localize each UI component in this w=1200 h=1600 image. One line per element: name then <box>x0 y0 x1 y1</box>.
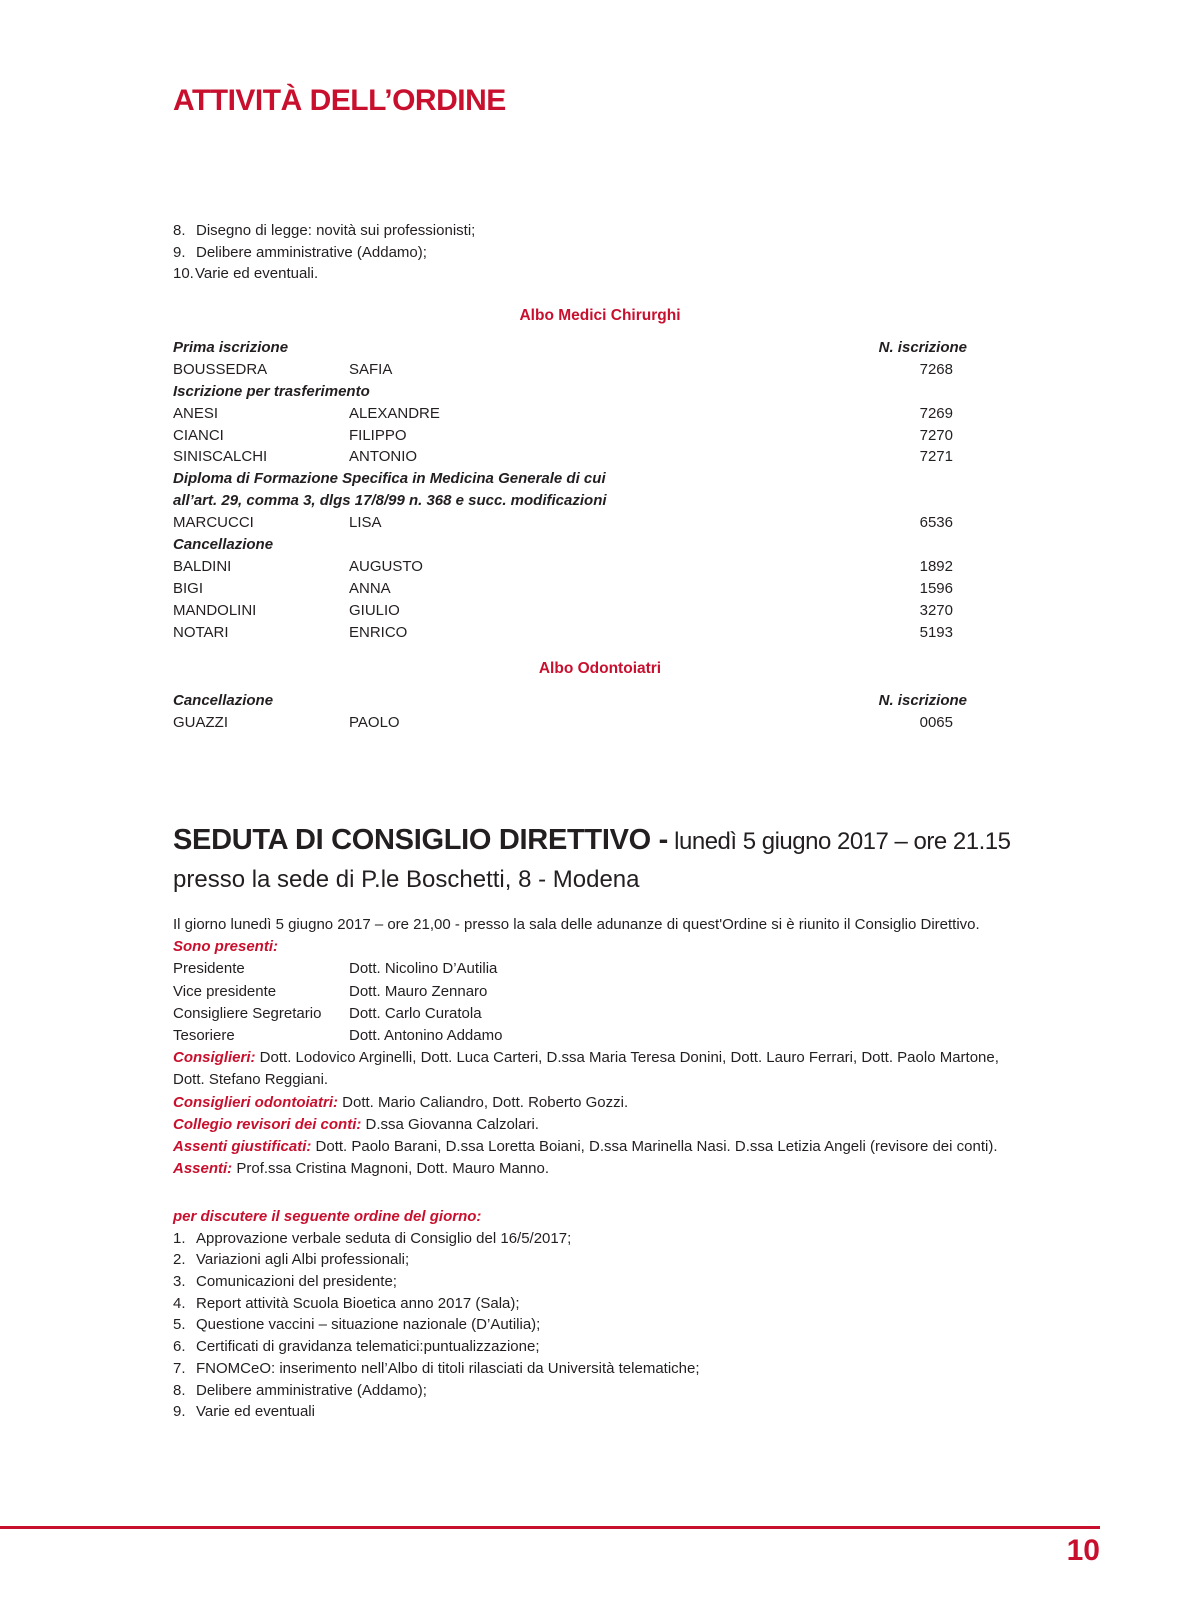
table-header-row: Cancellazione N. iscrizione <box>173 692 967 709</box>
list-item: 4. Report attività Scuola Bioetica anno 2017 (Sala); <box>173 1294 520 1312</box>
table-row: MANDOLINI GIULIO 3270 <box>173 601 953 619</box>
list-item: 2. Variazioni agli Albi professionali; <box>173 1251 410 1269</box>
revisori-line: Collegio revisori dei conti: D.ssa Giovanna Calzolari. <box>173 1115 539 1133</box>
seduta-title-bold: SEDUTA DI CONSIGLIO DIRETTIVO - <box>173 824 668 856</box>
subsection-label: Cancellazione <box>173 536 274 554</box>
table-row: NOTARI ENRICO 5193 <box>173 623 953 641</box>
section-title-albo-odontoiatri: Albo Odontoiatri <box>538 660 662 677</box>
list-item: 1. Approvazione verbale seduta di Consiglio del 16/5/2017; <box>173 1229 572 1247</box>
table-row: CIANCI FILIPPO 7270 <box>173 426 953 444</box>
odontoiatri-line: Consiglieri odontoiatri: Dott. Mario Caliandro, Dott. Roberto Gozzi. <box>173 1093 629 1111</box>
odg-label: per discutere il seguente ordine del giorno: <box>173 1208 482 1225</box>
consiglieri-line-cont: Dott. Stefano Reggiani. <box>173 1071 329 1089</box>
presenti-row: Consigliere Segretario Dott. Carlo Curatola <box>173 1004 482 1022</box>
assenti-line: Assenti: Prof.ssa Cristina Magnoni, Dott. Mauro Manno. <box>173 1160 549 1178</box>
ordine-del-giorno <box>173 1206 700 1423</box>
seduta-title <box>173 824 1010 857</box>
list-item: 8. Delibere amministrative (Addamo); <box>173 1381 427 1399</box>
table-row: BALDINI AUGUSTO 1892 <box>173 557 953 575</box>
presenti-row: Vice presidente Dott. Mauro Zennaro <box>173 982 488 1000</box>
section-title-albo-medici: Albo Medici Chirurghi <box>519 307 681 324</box>
presenti-label: Sono presenti: <box>173 938 279 956</box>
subsection-label: all’art. 29, comma 3, dlgs 17/8/99 n. 368 e succ. modificazioni <box>173 492 607 510</box>
albo-medici-table <box>173 337 967 643</box>
list-item: 8. Disegno di legge: novità sui professionisti; <box>173 222 476 239</box>
table-row: GUAZZI PAOLO 0065 <box>173 713 953 731</box>
agenda-continuation <box>173 220 475 285</box>
list-item: 10.Varie ed eventuali. <box>173 265 319 283</box>
presenti-row: Presidente Dott. Nicolino D’Autilia <box>173 960 498 978</box>
seduta-title-date: lunedì 5 giugno 2017 – ore 21.15 <box>668 828 1011 855</box>
table-row: ANESI ALEXANDRE 7269 <box>173 404 953 422</box>
footer-rule <box>0 1526 1100 1529</box>
page-header-title: ATTIVITÀ DELL’ORDINE <box>173 84 506 117</box>
page-number: 10 <box>1066 1534 1100 1567</box>
list-item: 9. Delibere amministrative (Addamo); <box>173 243 427 261</box>
subsection-label: Iscrizione per trasferimento <box>173 382 370 400</box>
list-item: 7. FNOMCeO: inserimento nell’Albo di titoli rilasciati da Università telematiche; <box>173 1359 700 1377</box>
table-row: MARCUCCI LISA 6536 <box>173 514 953 532</box>
seduta-body <box>173 914 1103 1180</box>
assenti-giustificati-line: Assenti giustificati: Dott. Paolo Barani, D.ssa Loretta Boiani, D.ssa Marinella Nasi. D.ssa Letizia Angeli (revisore dei conti). <box>173 1137 998 1155</box>
albo-odontoiatri-table <box>173 690 967 734</box>
table-row: BOUSSEDRA SAFIA 7268 <box>173 360 953 378</box>
list-item: 6. Certificati di gravidanza telematici:puntualizzazione; <box>173 1338 540 1356</box>
seduta-subtitle: presso la sede di P.le Boschetti, 8 - Modena <box>173 866 640 893</box>
list-item: 9. Varie ed eventuali <box>173 1403 315 1421</box>
table-row: BIGI ANNA 1596 <box>173 579 953 597</box>
table-row: SINISCALCHI ANTONIO 7271 <box>173 448 953 466</box>
consiglieri-line: Consiglieri: Dott. Lodovico Arginelli, Dott. Luca Carteri, D.ssa Maria Teresa Donini, Dott. Lauro Ferrari, Dott. Paolo Martone, <box>173 1049 999 1067</box>
list-item: 5. Questione vaccini – situazione nazionale (D’Autilia); <box>173 1316 541 1334</box>
intro-paragraph: Il giorno lunedì 5 giugno 2017 – ore 21,00 - presso la sala delle adunanze di quest'Ordine si è riunito il Consiglio Direttivo. <box>173 916 980 933</box>
table-header-row: Prima iscrizione N. iscrizione <box>173 339 967 356</box>
subsection-label: Diploma di Formazione Specifica in Medicina Generale di cui <box>173 470 606 488</box>
presenti-row: Tesoriere Dott. Antonino Addamo <box>173 1026 503 1044</box>
list-item: 3. Comunicazioni del presidente; <box>173 1273 397 1291</box>
